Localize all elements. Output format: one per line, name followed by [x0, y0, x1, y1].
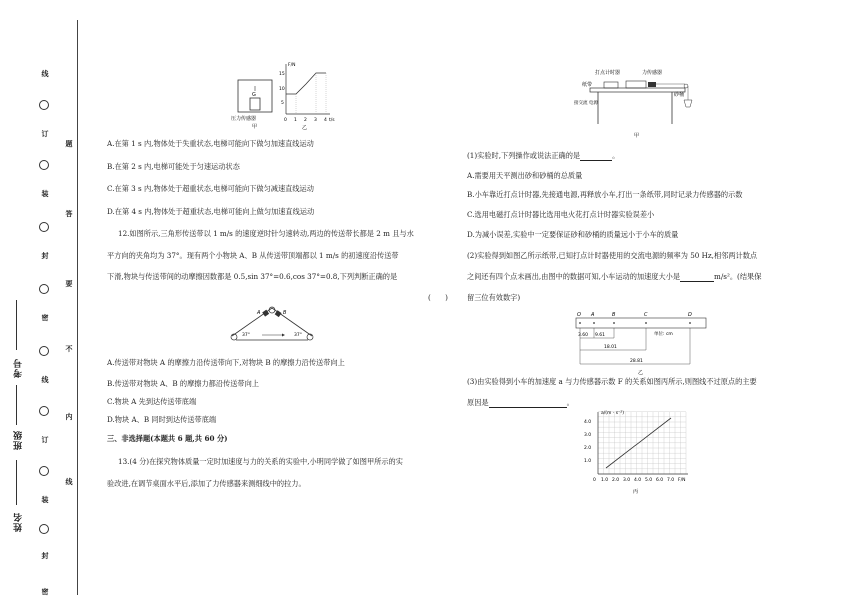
q11-option-d: D.在第 4 s 内,物体处于超重状态,电梯可能向上做匀加速直线运动 — [107, 207, 315, 216]
graph-sub-label: 乙 — [302, 125, 308, 131]
q13-stem-line: 13.(4 分)在探究物体质量一定时加速度与力的关系的实验中,小明同学做了如图甲所示的实 — [118, 457, 403, 466]
graph-y-tick: 5 — [281, 101, 284, 106]
binding-gutter — [0, 0, 78, 608]
gutter-marker: 封 — [41, 551, 49, 560]
sensor-sub-label: 甲 — [252, 124, 258, 130]
binding-hole — [39, 406, 49, 416]
graph-x-tick: 1.0 — [601, 478, 609, 483]
tape-unit: 单位: cm — [654, 332, 673, 337]
graph-x-tick: 4.0 — [634, 478, 642, 483]
graph-y-tick: 4.0 — [584, 420, 592, 425]
block-b — [275, 310, 282, 317]
graph-fit-line — [606, 418, 671, 468]
tape-dot-c — [645, 322, 647, 324]
gutter-word: 线 — [65, 477, 73, 486]
tape-dot-b — [613, 322, 615, 324]
tape-strip — [576, 318, 706, 328]
angle-right-label: 37° — [294, 333, 302, 338]
gutter-word: 内 — [65, 412, 73, 421]
graph-grid — [598, 412, 686, 474]
q11-option-c: C.在第 3 s 内,物体处于超重状态,电梯可能向下做匀减速直线运动 — [107, 184, 314, 193]
figure-apparatus — [570, 62, 700, 146]
figure-a-f-graph — [576, 408, 694, 500]
arrow-head — [282, 334, 285, 337]
pulley — [684, 84, 688, 88]
binding-hole — [39, 524, 49, 534]
timer-label: 打点计时器 — [595, 70, 621, 76]
tape-distance-4: 28.81 — [630, 359, 643, 364]
graph-x-tick: 5.0 — [645, 478, 653, 483]
gutter-word: 题 — [65, 139, 73, 148]
q1-option-a: A.需要用天平测出砂和砂桶的总质量 — [467, 171, 583, 180]
q3-stem-line-2 — [467, 397, 574, 408]
gutter-word: 不 — [65, 344, 73, 353]
block-b-label: B — [283, 310, 287, 316]
class-label: 班级 — [14, 430, 24, 450]
q2-stem-line: (2)实验得到如图乙所示纸带,已知打点计时器使用的交流电源的频率为 50 Hz,相邻两计数点 — [467, 251, 758, 260]
sensor-shape — [648, 82, 656, 87]
graph-y-tick: 3.0 — [584, 433, 592, 438]
exam-number-label: 考号 — [14, 358, 24, 378]
graph-x-axis-label: F/N — [678, 478, 686, 483]
graph-x-tick: 1 — [294, 118, 297, 123]
q1-answer-blank[interactable] — [580, 152, 612, 161]
q2-stem-line-2 — [467, 271, 761, 282]
binding-hole — [39, 346, 49, 356]
gutter-marker: 密 — [41, 313, 49, 322]
graph-x-tick: 2.0 — [612, 478, 620, 483]
name-label: 姓名 — [14, 512, 24, 532]
sensor-caption: 压力传感器 — [231, 116, 257, 122]
binding-hole — [39, 100, 49, 110]
graph-force-curve — [286, 73, 326, 94]
q12-option-d: D.物块 A、B 同时到达传送带底端 — [107, 415, 217, 424]
table-top — [590, 88, 685, 92]
graph-x-tick: 3 — [314, 118, 317, 123]
tape-dot-d — [689, 322, 691, 324]
binding-hole — [39, 222, 49, 232]
graph-y-tick: 15 — [279, 72, 285, 77]
q1-option-d: D.为减小误差,实验中一定要保证砂和砂桶的质量远小于小车的质量 — [467, 230, 679, 239]
gutter-marker: 装 — [41, 495, 49, 504]
gutter-marker: 线 — [41, 69, 49, 78]
gutter-word: 要 — [65, 279, 73, 288]
tape-point-c: C — [644, 312, 648, 318]
binding-hole — [39, 284, 49, 294]
block-label: G — [252, 92, 256, 98]
q2-unit: m/s²。(结果保 — [714, 272, 762, 281]
tape-label: 纸带 — [582, 82, 593, 88]
q1-text: (1)实验时,下列操作或说法正确的是 — [467, 151, 581, 160]
graph-y-axis-label: a/(m · s⁻²) — [601, 411, 624, 416]
block-a-label: A — [257, 310, 261, 316]
graph-x-tick: 2 — [304, 118, 307, 123]
q12-stem-line: 下滑,物块与传送带间的动摩擦因数都是 0.5,sin 37°=0.6,cos 37°=0.8,下列判断正确的是 — [107, 272, 398, 281]
q12-answer-paren: ( ) — [428, 293, 448, 302]
graph-y-tick: 10 — [279, 87, 285, 92]
bucket-label: 砂桶 — [674, 92, 685, 98]
tape-distance-3: 18.01 — [604, 345, 617, 350]
cart-shape — [626, 81, 646, 88]
gutter-line — [77, 20, 78, 595]
figure-paper-tape — [574, 308, 712, 376]
graph-y-axis-label: F/N — [288, 63, 296, 68]
timer-shape — [604, 82, 618, 88]
figure-elevator-graph — [228, 58, 338, 132]
gutter-marker: 装 — [41, 189, 49, 198]
tape-distance-2: 9.61 — [595, 333, 606, 338]
q1-end: 。 — [612, 151, 620, 160]
q12-stem-line: 12.如图所示,三角形传送带以 1 m/s 的速度逆时针匀速转动,两边的传送带长都是 2 m 且与水 — [118, 229, 414, 238]
q12-stem-line: 平方向的夹角均为 37°。现有两个小物块 A、B 从传送带顶端都以 1 m/s 的初速度沿传送带 — [107, 251, 399, 260]
tape-point-d: D — [688, 312, 692, 318]
graph-y-tick: 1.0 — [584, 459, 592, 464]
tape-distance-1: 3.60 — [578, 333, 589, 338]
power-label: 接交流 电源 — [574, 101, 598, 106]
graph-x-tick: 3.0 — [623, 478, 631, 483]
graph-x-tick: 6.0 — [656, 478, 664, 483]
gutter-marker: 线 — [41, 375, 49, 384]
fill-line — [16, 385, 17, 425]
binding-hole — [39, 466, 49, 476]
q13-stem-line: 验改进,在调节桌面水平后,添加了力传感器来测细线中的拉力。 — [107, 479, 306, 488]
graph-sub-label: 丙 — [633, 489, 639, 495]
angle-left-label: 37° — [242, 333, 250, 338]
fill-line — [16, 300, 17, 350]
gutter-marker: 密 — [41, 587, 49, 596]
q3-answer-blank[interactable] — [489, 399, 567, 408]
sensor-label: 力传感器 — [642, 70, 663, 76]
apparatus-sub-label: 甲 — [634, 133, 640, 139]
graph-y-tick: 2.0 — [584, 446, 592, 451]
tape-sub-label: 乙 — [638, 370, 644, 376]
q1-stem — [467, 150, 619, 161]
figure-triangle-conveyor — [222, 302, 322, 348]
q3-text: 原因是 — [467, 398, 489, 407]
tape-point-o: O — [577, 312, 581, 318]
q3-end: 。 — [566, 398, 574, 407]
graph-origin: 0 — [593, 478, 596, 483]
tape-point-b: B — [612, 312, 616, 318]
binding-hole — [39, 160, 49, 170]
gutter-word: 答 — [65, 209, 73, 218]
q12-option-b: B.传送带对物块 A、B 的摩擦力都沿传送带向上 — [107, 379, 259, 388]
gutter-marker: 订 — [41, 129, 49, 138]
graph-x-axis-label: t/s — [329, 118, 335, 123]
graph-x-tick: 4 — [324, 118, 327, 123]
tape-dot-o — [579, 322, 581, 324]
q3-stem-line: (3)由实验得到小车的加速度 a 与力传感器示数 F 的关系如图丙所示,则图线不过原点的主要 — [467, 377, 757, 386]
q2-answer-blank[interactable] — [680, 273, 714, 282]
section-3-heading: 三、非选择题(本题共 6 题,共 60 分) — [107, 434, 228, 443]
graph-x-tick: 0 — [284, 118, 287, 123]
gutter-marker: 订 — [41, 435, 49, 444]
q1-option-c: C.选用电磁打点计时器比选用电火花打点计时器实验误差小 — [467, 210, 655, 219]
fill-line — [16, 460, 17, 505]
tape-point-a: A — [591, 312, 595, 318]
q11-option-a: A.在第 1 s 内,物体处于失重状态,电梯可能向下做匀加速直线运动 — [107, 139, 314, 148]
q2-stem-line: 留三位有效数字) — [467, 293, 521, 302]
q1-option-b: B.小车靠近打点计时器,先接通电源,再释放小车,打出一条纸带,同时记录力传感器的示数 — [467, 190, 743, 199]
q2-text: 之间还有四个点未画出,由图中的数据可知,小车运动的加速度大小是 — [467, 272, 681, 281]
q12-option-c: C.物块 A 先到达传送带底端 — [107, 397, 197, 406]
tape-dot-a — [593, 322, 595, 324]
graph-x-tick: 7.0 — [667, 478, 675, 483]
q11-option-b: B.在第 2 s 内,电梯可能处于匀速运动状态 — [107, 162, 240, 171]
block-shape — [250, 98, 260, 110]
pulley-top — [269, 307, 275, 313]
bucket-shape — [684, 100, 692, 107]
q12-option-a: A.传送带对物块 A 的摩擦力沿传送带向下,对物块 B 的摩擦力沿传送带向上 — [107, 358, 345, 367]
gutter-marker: 封 — [41, 251, 49, 260]
